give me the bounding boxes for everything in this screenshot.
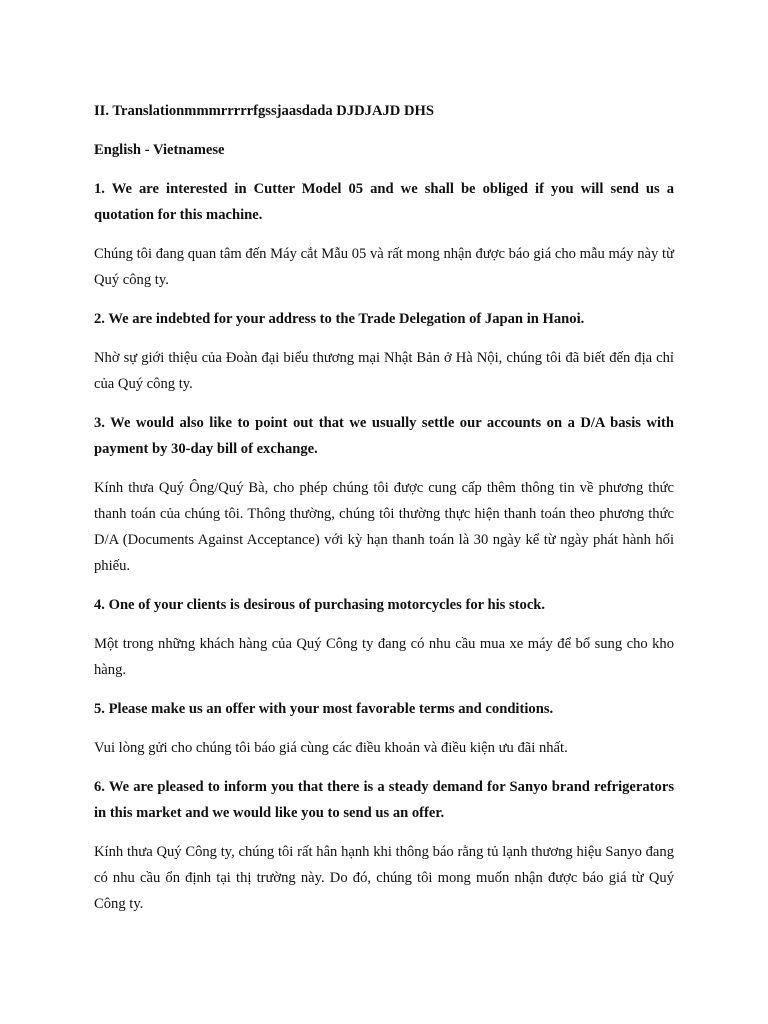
section-heading: II. Translationmmmrrrrrfgssjaasdada DJDJAJD DHS: [94, 103, 434, 119]
language-pair-label: English - Vietnamese: [94, 142, 225, 158]
vietnamese-translation-5: Vui lòng gửi cho chúng tôi báo giá cùng các điều khoản và điều kiện ưu đãi nhất.: [94, 740, 568, 756]
vietnamese-translation-4: Một trong những khách hàng của Quý Công ty đang có nhu cầu mua xe máy để bổ sung cho kho hàng.: [94, 636, 674, 678]
vietnamese-translation-1: Chúng tôi đang quan tâm đến Máy cắt Mẫu 05 và rất mong nhận được báo giá cho mẫu máy này từ Quý công ty.: [94, 246, 674, 288]
english-sentence-4: 4. One of your clients is desirous of purchasing motorcycles for his stock.: [94, 597, 546, 613]
english-sentence-5: 5. Please make us an offer with your most favorable terms and conditions.: [94, 701, 554, 717]
english-sentence-3: 3. We would also like to point out that we usually settle our accounts on a D/A basis with payment by 30-day bill of exchange.: [94, 415, 674, 457]
english-sentence-2: 2. We are indebted for your address to the Trade Delegation of Japan in Hanoi.: [94, 311, 585, 327]
vietnamese-translation-2: Nhờ sự giới thiệu của Đoàn đại biểu thương mại Nhật Bản ở Hà Nội, chúng tôi đã biết đến địa chỉ của Quý công ty.: [94, 350, 674, 392]
english-sentence-6: 6. We are pleased to inform you that there is a steady demand for Sanyo brand refrigerators in this market and we would like you to send us an offer.: [94, 779, 674, 821]
document-page: [94, 98, 674, 930]
vietnamese-translation-6: Kính thưa Quý Công ty, chúng tôi rất hân hạnh khi thông báo rằng tủ lạnh thương hiệu Sanyo đang có nhu cầu ổn định tại thị trường này. Do đó, chúng tôi mong muốn nhận được báo giá từ Quý Công ty.: [94, 844, 674, 912]
english-sentence-1: 1. We are interested in Cutter Model 05 and we shall be obliged if you will send us a quotation for this machine.: [94, 181, 674, 223]
vietnamese-translation-3: Kính thưa Quý Ông/Quý Bà, cho phép chúng tôi được cung cấp thêm thông tin về phương thức thanh toán của chúng tôi. Thông thường, chúng tôi thường thực hiện thanh toán theo phương thức D/A (Documents Against Acceptance) với kỳ hạn thanh toán là 30 ngày kể từ ngày phát hành hối phiếu.: [94, 480, 674, 574]
